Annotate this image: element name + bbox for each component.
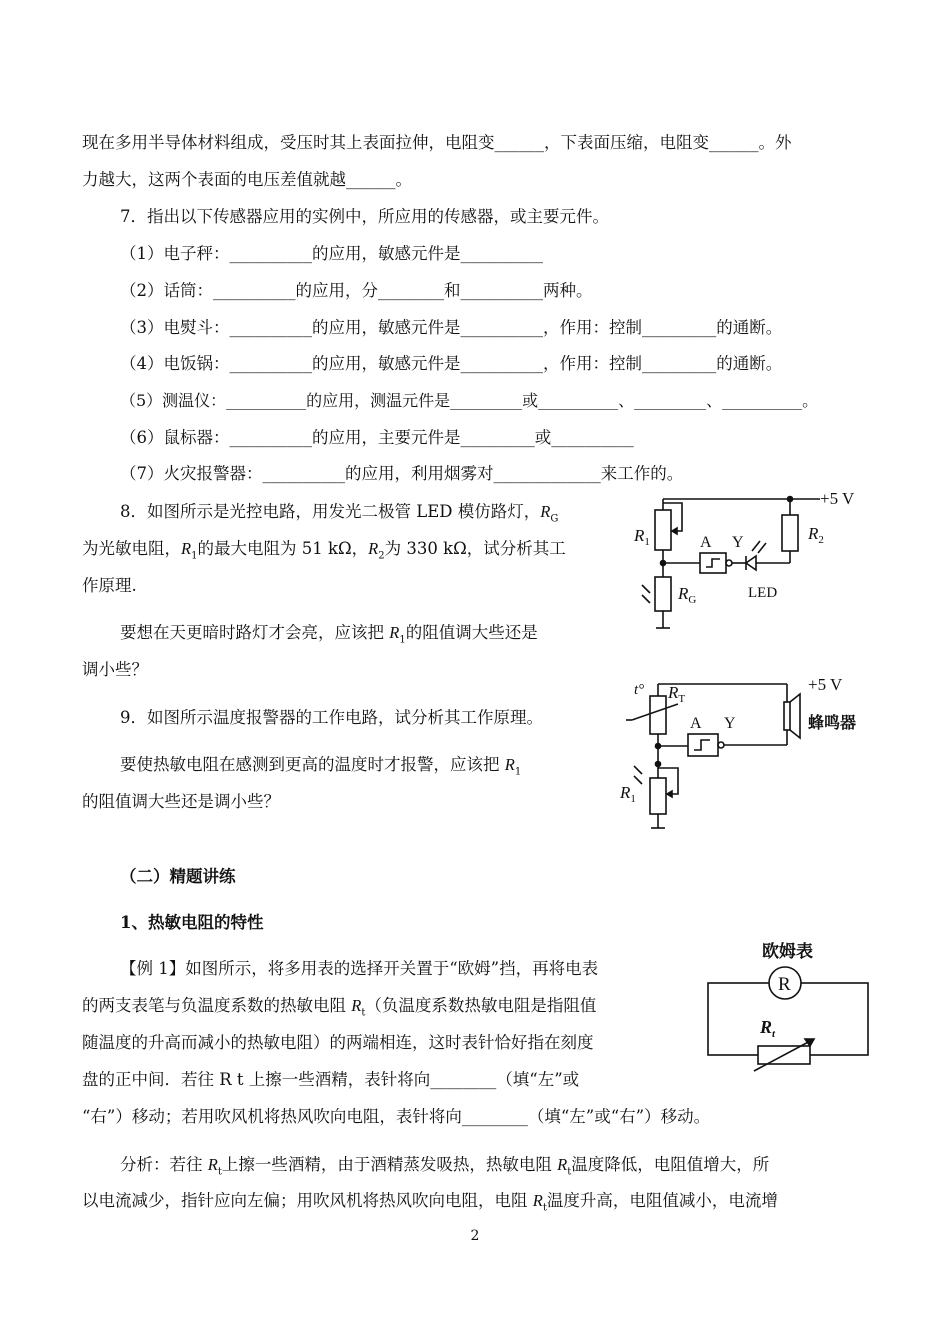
page-number: 2 bbox=[470, 1228, 480, 1244]
buzzer-label: 蜂鸣器 bbox=[808, 713, 857, 732]
list-item: （2）话筒：__________的应用，分________和__________两种。 bbox=[120, 281, 593, 300]
list-item: （5）测温仪：__________的应用，测温元件是_________或__________、_________、__________。 bbox=[120, 391, 819, 410]
rt-label: $R_t$ bbox=[760, 1017, 776, 1040]
gate-y-label: Y bbox=[732, 534, 744, 551]
question-8-line: 8．如图所示是光控电路，用发光二极管 LED 模仿路灯，$R_G$ bbox=[120, 502, 559, 525]
question-8-line: 要想在天更暗时路灯才会亮，应该把 $R_1$的阻值调大些还是 bbox=[120, 623, 538, 646]
temperature-label: t° bbox=[634, 682, 645, 698]
topic-heading: 1、热敏电阻的特性 bbox=[120, 913, 264, 932]
vcc-label: +5 V bbox=[808, 675, 843, 694]
question-9-line: 9．如图所示温度报警器的工作电路，试分析其工作原理。 bbox=[120, 708, 543, 727]
gate-y-label: Y bbox=[724, 715, 736, 732]
temperature-alarm-circuit-diagram bbox=[612, 670, 877, 840]
question-9-line: 要使热敏电阻在感测到更高的温度时才报警，应该把 $R_1$ bbox=[120, 755, 522, 778]
list-item: （6）鼠标器：__________的应用，主要元件是_________或__________ bbox=[120, 428, 634, 447]
example-line: 【例 1】如图所示，将多用表的选择开关置于“欧姆”挡，再将电表 bbox=[120, 959, 599, 978]
paragraph-line: 现在多用半导体材料组成，受压时其上表面拉伸，电阻变______，下表面压缩，电阻变______。外 bbox=[82, 133, 792, 152]
example-line: 的两支表笔与负温度系数的热敏电阻 $R_t$（负温度系数热敏电阻是指阻值 bbox=[82, 996, 597, 1019]
vcc-label: +5 V bbox=[820, 489, 855, 508]
section-heading: （二）精题讲练 bbox=[120, 867, 236, 886]
rg-label: $R_G$ bbox=[678, 584, 697, 606]
example-line: 随温度的升高而减小的热敏电阻）的两端相连，这时表针恰好指在刻度 bbox=[82, 1033, 594, 1052]
meter-symbol: R bbox=[778, 974, 791, 995]
paragraph-line: 力越大，这两个表面的电压差值就越______。 bbox=[82, 170, 412, 189]
ohmmeter-title: 欧姆表 bbox=[762, 942, 813, 962]
r1-label: $R_1$ bbox=[634, 526, 650, 548]
rt-label: $R_T$ bbox=[668, 683, 686, 705]
question-8-line: 为光敏电阻，$R_1$的最大电阻为 51 kΩ，$R_2$为 330 kΩ，试分析其工 bbox=[82, 539, 566, 562]
example-line: “右”）移动；若用吹风机将热风吹向电阻，表针将向________（填“左”或“右”）移动。 bbox=[82, 1107, 711, 1126]
ohmmeter-thermistor-diagram bbox=[700, 935, 880, 1075]
question-8-line: 作原理. bbox=[82, 576, 137, 595]
example-line: 盘的正中间．若往 R t 上擦一些酒精，表针将向________（填“左”或 bbox=[82, 1070, 580, 1089]
led-label: LED bbox=[748, 585, 778, 601]
analysis-line: 以电流减少，指针应向左偏；用吹风机将热风吹向电阻，电阻 $R_t$温度升高，电阻值减小，电流增 bbox=[82, 1191, 778, 1214]
r2-label: $R_2$ bbox=[808, 524, 824, 546]
list-item: （7）火灾报警器：__________的应用，利用烟雾对_____________来工作的。 bbox=[120, 464, 684, 483]
gate-a-label: A bbox=[700, 534, 712, 551]
list-item: （4）电饭锅：__________的应用，敏感元件是__________，作用：控制_________的通断。 bbox=[120, 354, 783, 373]
gate-a-label: A bbox=[690, 715, 702, 732]
list-item: （3）电熨斗：__________的应用，敏感元件是__________，作用：控制_________的通断。 bbox=[120, 318, 783, 337]
question-8-line: 调小些？ bbox=[82, 660, 148, 679]
question-9-line: 的阻值调大些还是调小些？ bbox=[82, 792, 280, 811]
list-item: （1）电子秤：__________的应用，敏感元件是__________ bbox=[120, 244, 543, 263]
question-7-title: 7．指出以下传感器应用的实例中，所应用的传感器，或主要元件。 bbox=[120, 207, 609, 226]
r1-label: $R_1$ bbox=[620, 783, 636, 805]
analysis-line: 分析：若往 $R_t$上擦一些酒精，由于酒精蒸发吸热，热敏电阻 $R_t$温度降低，电阻值增大，所 bbox=[120, 1155, 770, 1178]
light-control-circuit-diagram bbox=[620, 485, 880, 640]
